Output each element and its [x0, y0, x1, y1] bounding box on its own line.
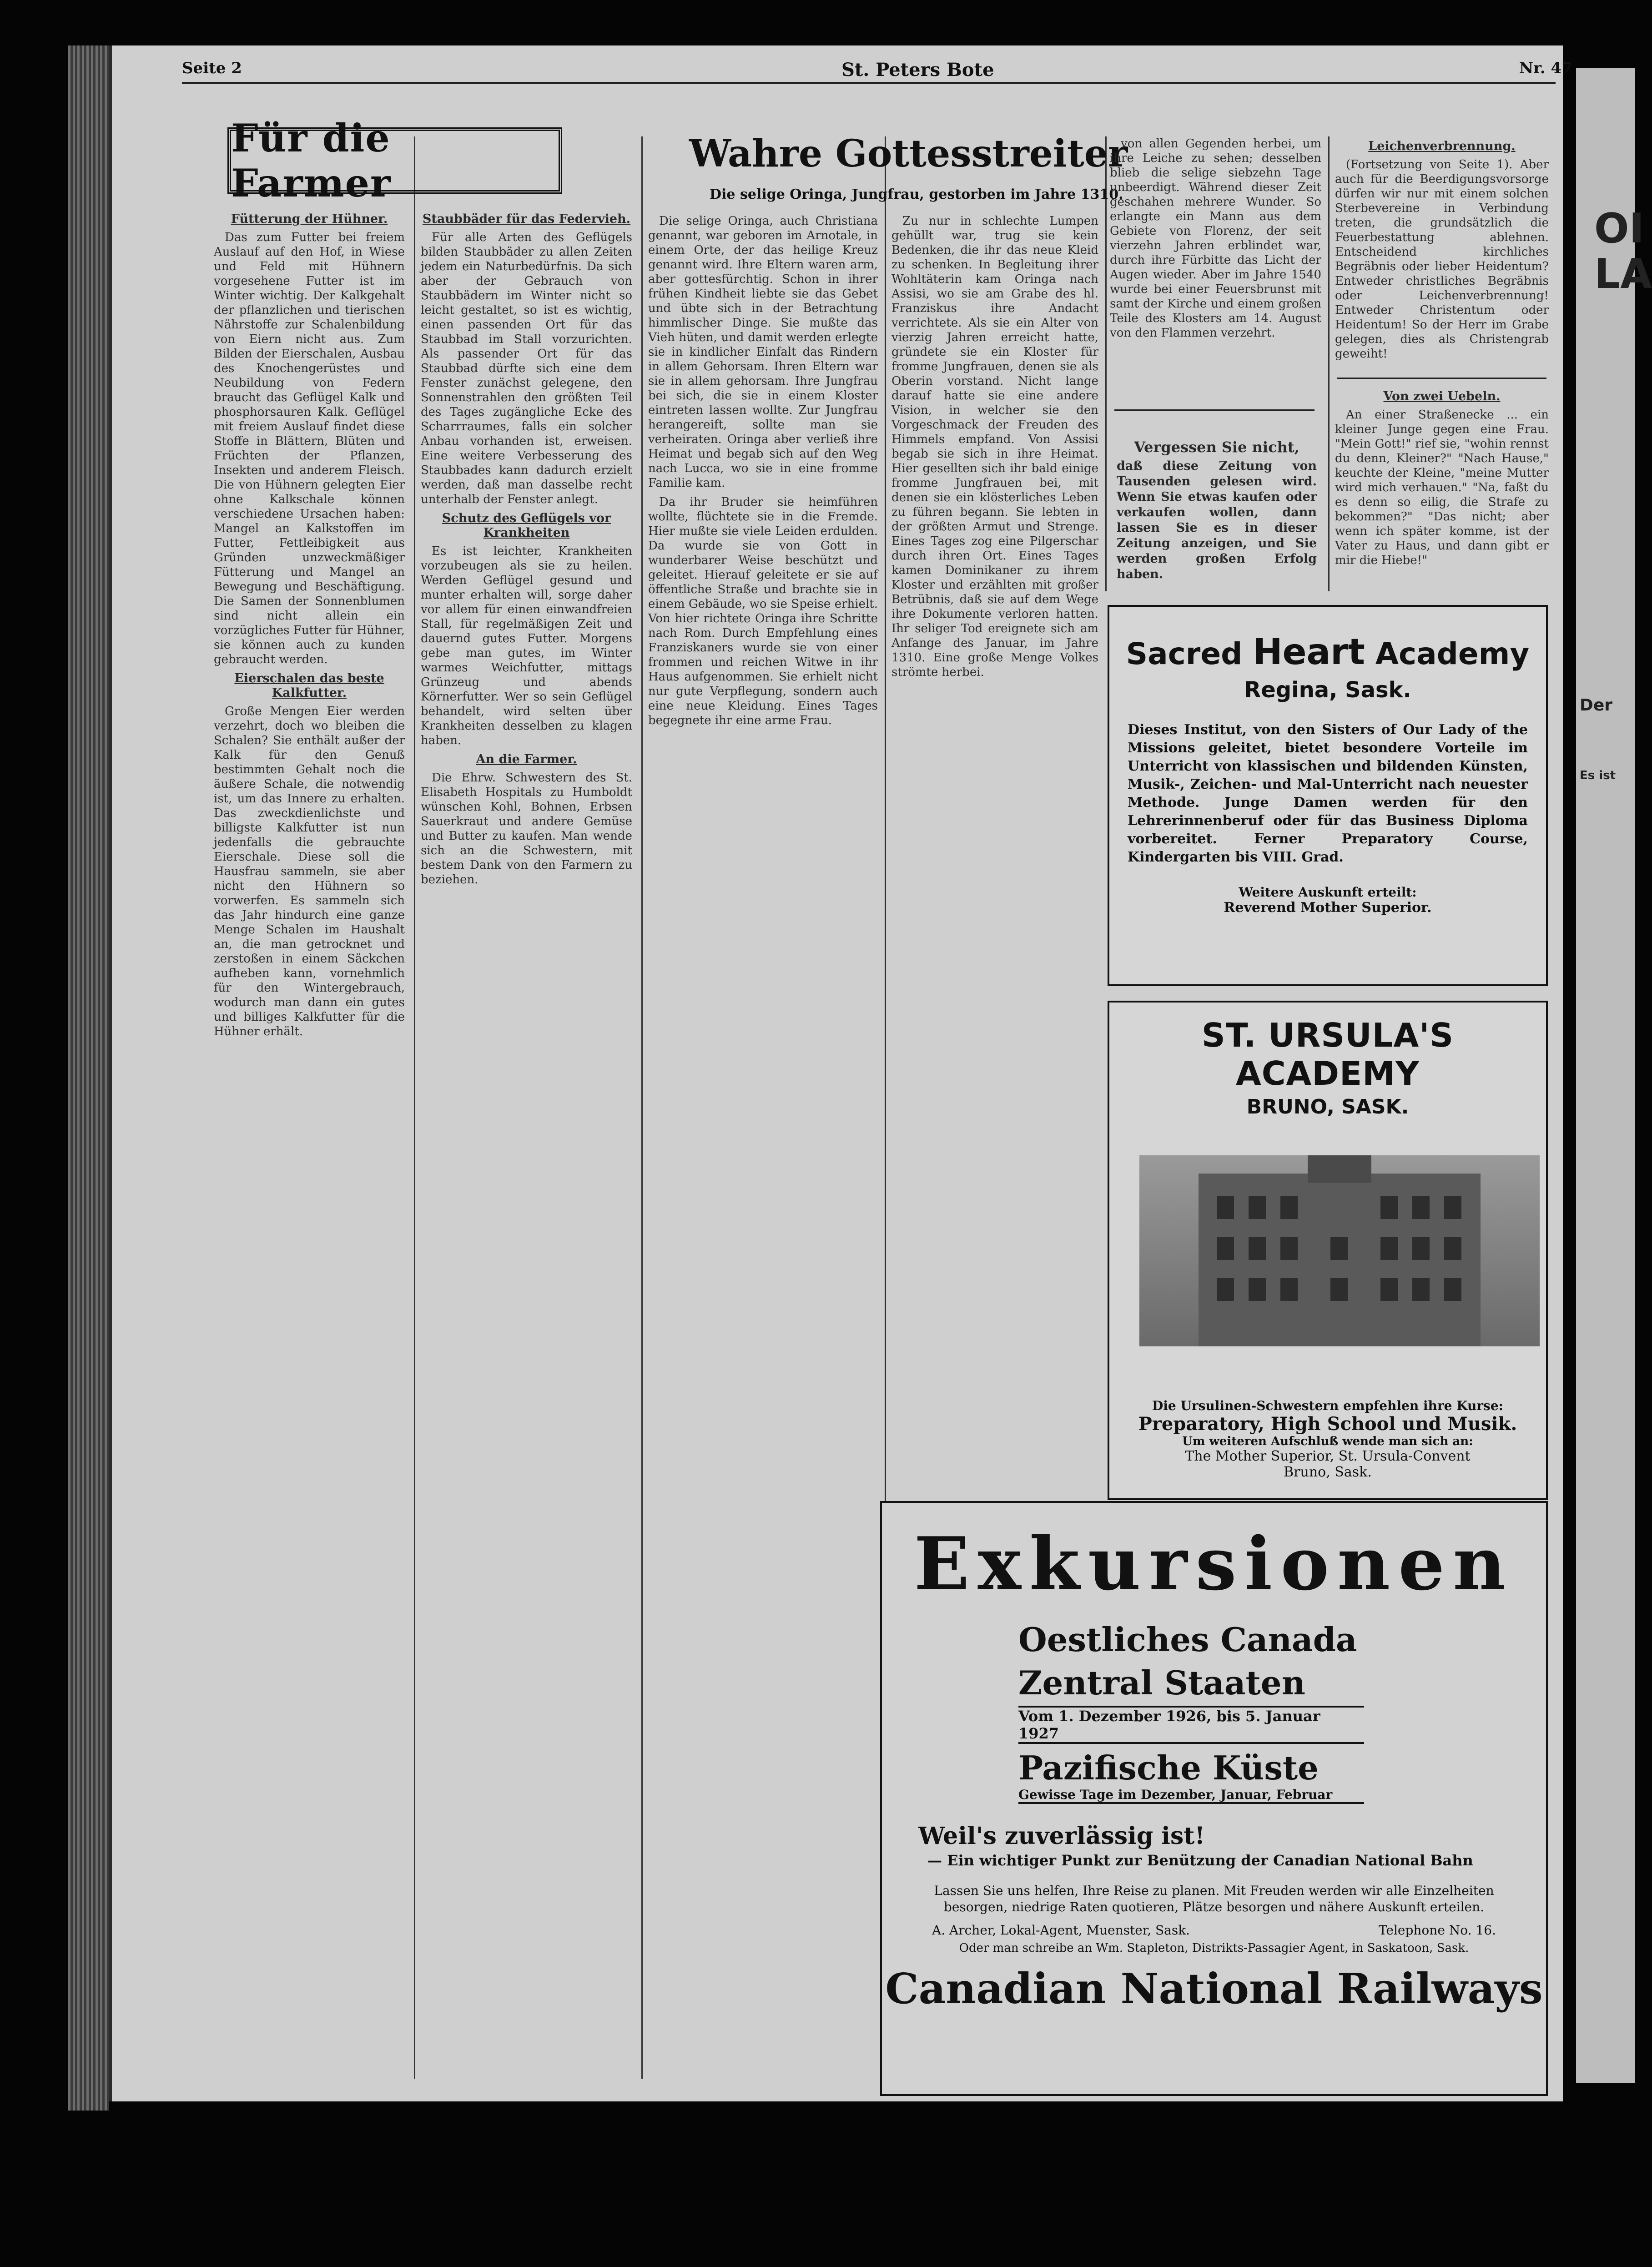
building-facade	[1199, 1174, 1481, 1346]
excursion-company: Canadian National Railways	[885, 1964, 1543, 2013]
excursion-slogan-2: — Ein wichtiger Punkt zur Benützung der Canadian National Bahn	[927, 1852, 1473, 1869]
excursion-phone: Telephone No. 16.	[1378, 1923, 1496, 1938]
ursula-contact: The Mother Superior, St. Ursula-Convent	[1185, 1448, 1471, 1464]
ursula-courses: Preparatory, High School und Musik.	[1138, 1413, 1517, 1435]
section-heading: Von zwei Uebeln.	[1383, 389, 1501, 403]
gottes-column-2	[891, 214, 1098, 1496]
adjacent-page-fragment	[1576, 68, 1652, 2083]
sacred-heart-ad	[1108, 605, 1548, 986]
paper-name: St. Peters Bote	[841, 59, 994, 81]
column-rule	[641, 136, 643, 2079]
article-text: Die selige Oringa, auch Christiana genannt, war geboren im Arnotale, in einem Orte, der das heilige Kreuz genannt wird. Ihre Eltern waren arm, aber gottesfürchtig. Schon in ihrer frühen Kindheit liebte sie das Gebet und übte sich in der Betrachtung himmlischer Dinge. Sie mußte das Vieh hüten, und damit werden erlegte sie in kindlicher Einfalt das Rindern in allem Gehorsam. Ihren Eltern war sie in allem gehorsam. Ihre Jungfrau bei sich, die sie in einem Kloster eintreten lassen wollte. Zur Jungfrau herangereift, sollte man sie verheiraten. Oringa aber verließ ihre Heimat und begab sich auf den Weg nach Lucca, wo sie in eine fromme Familie kam.	[648, 214, 878, 490]
uebeln-column	[1335, 387, 1549, 587]
st-ursula-title: ST. URSULA'S ACADEMY	[1201, 1016, 1454, 1093]
divider	[1337, 378, 1546, 379]
gottesstreiter-title: Wahre Gottesstreiter	[689, 132, 1128, 176]
ursula-caption: Die Ursulinen-Schwestern empfehlen ihre Kurse:	[1152, 1398, 1503, 1413]
page-label: Seite 2	[182, 59, 242, 77]
excursion-destination: Pazifische Küste	[1018, 1748, 1319, 1787]
section-heading: Schutz des Geflügels vor Krankheiten	[442, 511, 611, 540]
fragment-text: Es ist	[1580, 769, 1616, 782]
column-rule	[1105, 136, 1107, 591]
gottes-column-3	[1110, 136, 1321, 409]
column-rule	[414, 136, 415, 2079]
st-ursula-text	[1109, 1398, 1546, 1480]
vergessen-notice	[1117, 437, 1317, 587]
column-rule	[1328, 136, 1330, 591]
section-heading: Eierschalen das beste Kalkfutter.	[234, 671, 384, 700]
article-text: Das zum Futter bei freiem Auslauf auf den Hof, in Wiese und Feld mit Hühnern vorgesehene Futter ist im Winter wichtig. Der Kalkgehalt der pflanzlichen und tierischen Nährstoffe zur Schalenbildung von Eiern nicht aus. Zum Bilden der Eierschalen, Ausbau des Knochengerüstes und Neubildung von Federn braucht das Geflügel Kalk und phosphorsauren Kalk. Geflügel mit freiem Auslauf findet diese Stoffe in Blättern, Blüten und Früchten der Pflanzen, Insekten und anderem Fleisch. Die von Hühnern gelegten Eier ohne Kalkschale können verschiedene Ursachen haben: Mangel an Kalkstoffen im Futter, Fettleibigkeit aus Gründen unzweckmäßiger Fütterung und Mangel an Bewegung und Beschäftigung. Die Samen der Sonnenblumen sind nicht allein ein vorzügliches Futter für Hühner, sie können auch zu kunden gebraucht werden.	[214, 231, 405, 666]
st-ursula-location: BRUNO, SASK.	[1246, 1095, 1409, 1118]
excursion-destination: Zentral Staaten	[1018, 1663, 1305, 1702]
title-word: Heart	[1253, 632, 1365, 673]
section-heading: Staubbäder für das Federvieh.	[422, 212, 631, 226]
sacred-heart-body: Dieses Institut, von den Sisters of Our Lady of the Missions geleitet, bietet besondere Vorteile im Unterricht von klassischen und bildenden Künsten, Musik-, Zeichen- und Mal-Unterricht nach neuester Methode. Junge Damen werden für den Lehrerinnenberuf oder für das Business Diploma vorbereitet. Ferner Preparatory Course, Kindergarten bis VIII. Grad.	[1128, 722, 1528, 865]
book-spine	[68, 45, 109, 2111]
excursion-agent: A. Archer, Lokal-Agent, Muenster, Sask.	[932, 1923, 1190, 1938]
farmer-section-title: Für die Farmer	[231, 116, 392, 206]
section-heading: An die Farmer.	[476, 752, 577, 766]
article-text: Die Ehrw. Schwestern des St. Elisabeth Hospitals zu Humboldt wünschen Kohl, Bohnen, Erbsen Sauerkraut und andere Gemüse und Butter zu kaufen. Man wende sich an die Schwestern, mit bestem Dank von den Farmern zu beziehen.	[421, 771, 632, 887]
issue-number: Nr. 47	[1519, 59, 1572, 77]
header-rule	[182, 82, 1556, 84]
farmer-column-2	[421, 209, 632, 2056]
building-tower	[1308, 1155, 1371, 1183]
excursion-dates: Vom 1. Dezember 1926, bis 5. Januar 1927	[1018, 1706, 1364, 1744]
fragment-text: LA	[1594, 250, 1652, 298]
fragment-text: OI	[1594, 205, 1644, 252]
excursion-title: Exkursionen	[914, 1521, 1514, 1607]
article-text: Da ihr Bruder sie heimführen wollte, flüchtete sie in die Fremde. Hier mußte sie viele Leiden erdulden. Da wurde sie von Gott in wunderbarer Weise beschützt und geleitet. Hierauf geleitete er sie auf öffentliche Straße und brachte sie in einem Gebäude, wo sie Speise erhielt. Von hier richtete Oringa ihre Schritte nach Rom. Durch Empfehlung eines Franziskaners wurde sie von einer frommen und reichen Witwe in ihr Haus aufgenommen. Sie erhielt nicht nur gute Verpflegung, sondern auch eine neue Kleidung. Eines Tages begegnete ihr eine arme Frau.	[648, 495, 878, 727]
gottes-column-1	[648, 214, 878, 2056]
farmer-column-1	[214, 209, 405, 2056]
title-word: Academy	[1375, 636, 1530, 671]
gottesstreiter-subtitle: Die selige Oringa, Jungfrau, gestorben im Jahre 1310.	[710, 186, 1123, 202]
excursion-slogan: Weil's zuverlässig ist!	[918, 1822, 1205, 1850]
excursion-destination: Oestliches Canada	[1018, 1620, 1357, 1659]
article-text: (Fortsetzung von Seite 1). Aber auch für die Beerdigungsvorsorge dürfen wir nur mit einem solchen Sterbevereine in Verbindung treten, die grundsätzlich die Feuerbestattung ablehnen. Entscheidend kirchliches Begräbnis oder lieber Heidentum? Entweder christliches Begräbnis oder Leichenverbrennung! Entweder Christentum oder Heidentum! So der Herr im Grabe gelegen, dies als Christengrab geweiht!	[1335, 158, 1549, 361]
ursula-caption: Um weiteren Aufschluß wende man sich an:	[1182, 1435, 1473, 1448]
excursion-ad	[880, 1501, 1548, 2096]
fragment-text: Der	[1580, 696, 1613, 715]
article-text: von allen Gegenden herbei, um ihre Leiche zu sehen; desselben blieb die selige siebzehn Tage unbeerdigt. Während dieser Zeit geschahen mehrere Wunder. So erlangte ein Mann aus dem Gebiete von Florenz, der seit vierzehn Jahren erblindet war, durch ihre Fürbitte das Licht der Augen wieder. Aber im Jahre 1540 wurde bei einer Feuersbrunst mit samt der Kirche und einem großen Teile des Klosters am 14. August von den Flammen verzehrt.	[1110, 137, 1321, 340]
sacred-heart-title	[1109, 632, 1546, 673]
article-text: Für alle Arten des Geflügels bilden Staubbäder zu allen Zeiten jedem ein Naturbedürfnis. Da sich aber der Gebrauch von Staubbädern im Winter nicht so leicht gestaltet, so ist es wichtig, einen passenden Ort für das Staubbad im Stall vorzurichten. Als passender Ort für das Staubbad dürfte sich eine dem Fenster zunächst gelegene, den Sonnenstrahlen den größten Teil des Tages zugängliche Ecke des Scharrraumes, falls ein solcher Anbau vorhanden ist, erweisen. Eine weitere Verbesserung des Staubbades kann dadurch erzielt werden, daß man dasselbe recht unterhalb der Fenster anlegt.	[421, 231, 632, 506]
section-heading: Leichenverbrennung.	[1368, 139, 1516, 153]
excursion-dates: Gewisse Tage im Dezember, Januar, Februar	[1018, 1787, 1364, 1804]
ursula-contact: Bruno, Sask.	[1284, 1464, 1372, 1480]
column-rule	[885, 136, 886, 1501]
article-text: Zu nur in schlechte Lumpen gehüllt war, trug sie kein Bedenken, die ihr das neue Kleid zu schenken. In Begleitung ihrer Wohltäterin kam Oringa nach Assisi, wo sie am Grabe des hl. Franziskus ihre Andacht verrichtete. Als sie ein Alter von vierzig Jahren erreicht hatte, gründete sie ein Kloster für fromme Jungfrauen, denen sie als Oberin vorstand. Nicht lange darauf hatte sie eine andere Vision, in welcher sie den Vorgeschmack der Freuden des Himmels empfand. Von Assisi begab sie sich in ihre Heimat. Hier gesellten sich ihr bald einige fromme Jungfrauen bei, mit denen sie ein klösterliches Leben zu führen begann. Sie lebten in der größten Armut und Strenge. Eines Tages zog eine Pilgerschar durch ihren Ort. Eines Tages kamen Dominikaner zu ihrem Kloster und erzählten mit großer Betrübnis, daß sie auf dem Wege ihre Dokumente verloren hatten. Ihr seliger Tod ereignete sich am Anfange des Januar, im Jahre 1310. Eine große Menge Volkes strömte herbei.	[891, 214, 1098, 679]
sacred-heart-contact: Reverend Mother Superior.	[1224, 900, 1432, 916]
sacred-heart-location: Regina, Sask.	[1244, 677, 1411, 703]
academy-building-photo	[1139, 1155, 1540, 1346]
farmer-section-title-box	[227, 116, 562, 206]
sacred-heart-contact-label: Weitere Auskunft erteilt:	[1239, 885, 1417, 900]
article-text: An einer Straßenecke ... ein kleiner Junge gegen eine Frau. "Mein Gott!" rief sie, "wohin rennst du denn, Kleiner?" "Nach Hause," keuchte der Kleine, "meine Mutter wird mich verhauen." "Na, faßt du es denn so eilig, die Strafe zu bekommen?" "Das nicht; aber wenn ich später komme, ist der Vater zu Haus, und dann gibt er mir die Hiebe!"	[1335, 408, 1549, 567]
title-word: Sacred	[1126, 636, 1243, 671]
excursion-body: Lassen Sie uns helfen, Ihre Reise zu planen. Mit Freuden werden wir alle Einzelheiten besorgen, niedrige Raten quotieren, Plätze besorgen und nähere Auskunft erteilen.	[934, 1883, 1494, 1914]
leichen-column	[1335, 136, 1549, 373]
section-heading: Fütterung der Hühner.	[231, 212, 388, 226]
excursion-agent-row	[932, 1923, 1496, 1938]
notice-heading: Vergessen Sie nicht,	[1134, 438, 1299, 456]
article-text: Große Mengen Eier werden verzehrt, doch wo bleiben die Schalen? Sie enthält außer der Kalk für den Genuß bestimmten Gehalt noch die äußere Schale, die notwendig ist, um das Innere zu erhalten. Das zweckdienlichste und billigste Kalkfutter ist nun jedenfalls die gebrauchte Eierschale. Diese soll die Hausfrau sammeln, sie aber nicht den Hühnern so vorwerfen. Es sammeln sich das Jahr hindurch eine ganze Menge Schalen im Haushalt an, die man getrocknet und zerstoßen in einem Säckchen aufheben kann, vornehmlich für den Wintergebrauch, wodurch man dann ein gutes und billiges Kalkfutter für die Hühner erhält.	[214, 705, 405, 1038]
excursion-agent-2: Oder man schreibe an Wm. Stapleton, Distrikts-Passagier Agent, in Saskatoon, Sask.	[959, 1941, 1469, 1955]
notice-text: daß diese Zeitung von Tausenden gelesen wird. Wenn Sie etwas kaufen oder verkaufen wollen, dann lassen Sie es in dieser Zeitung anzeigen, und Sie werden großen Erfolg haben.	[1117, 459, 1317, 581]
article-text: Es ist leichter, Krankheiten vorzubeugen als sie zu heilen. Werden Geflügel gesund und munter erhalten will, sorge daher vor allem für einen einwandfreien Stall, für regelmäßigen Zeit und dauernd gutes Futter. Morgens gebe man gutes, im Winter warmes Weichfutter, mittags Grünzeug und abends Körnerfutter. Wer so sein Geflügel behandelt, wird selten über Krankheiten desselben zu klagen haben.	[421, 544, 632, 747]
divider	[1114, 409, 1315, 411]
